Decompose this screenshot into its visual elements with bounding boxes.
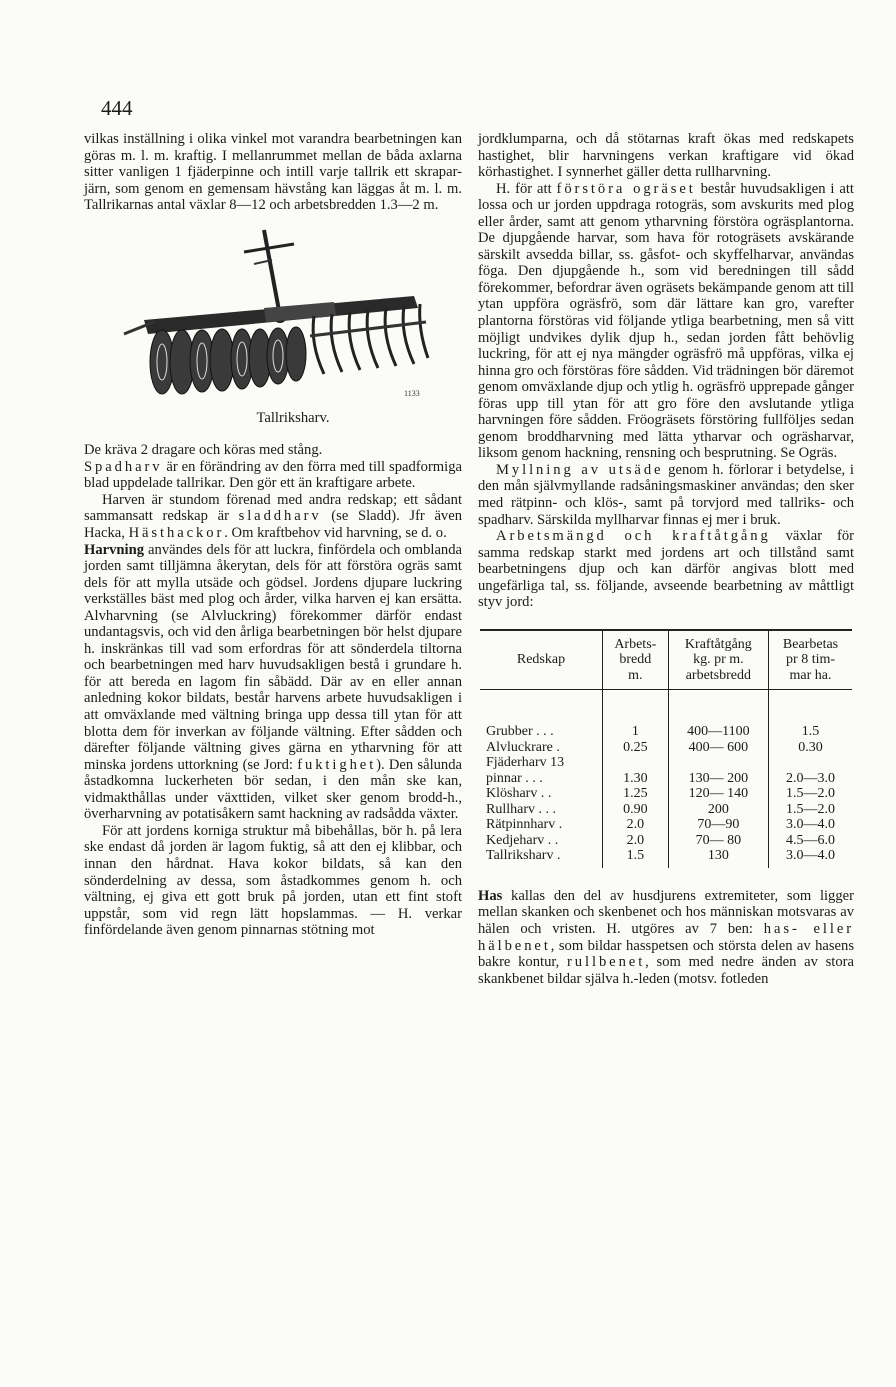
table-cell: 1.5—2.0	[769, 802, 852, 818]
term: Arbetsmängd och kraftåtgång	[496, 528, 771, 545]
table-cell: 70—90	[668, 817, 768, 833]
paragraph	[84, 459, 462, 492]
text: består huvudsakligen i att lossa och ur jorden uppdraga rotogräs, som avskurits med plog eller årder, samt att genom ytharvning förstöra ogräsplantorna. De djupgående harvar, som hava för rotogräsets avskärande särskilt avsedda billar, ss. gåsfot- och skyffelharvar, användas föga. Den djupgående h., som vid beredningen till sådd förekommer, befordrar även ogräsets bekämpande genom att till ytan uppföra ogräsfrö, som där lättare kan gro, varefter plantorna förstöras vid följande ytliga bearbetning, men så vitt möjligt undvikes dylik djup h., sedan jorden fått behövlig luckring, för att ej nya mängder ogräsfrö må uppföras, vilka ej hinna gro och förstöras före sådden. Vid trädningen bör däremot genom omväxlande djup och ytlig h. ogräsfrö upprepade gånger föras upp till ytan för att gro före den avslutande ytliga harvningen före sådden. Fröogräsets förstöring fullföljes sedan genom broddharvning med lätta ytharvar och ogräsharvar, liksom genom hackning, rensning och besprutning. Se Ogräs.	[478, 180, 854, 462]
tallriksharv-illustration	[114, 224, 444, 406]
term: rullbenet	[567, 954, 646, 971]
term: sladdharv	[238, 508, 322, 525]
term: Myllning av utsäde	[496, 461, 664, 478]
table-header: Redskap	[480, 630, 602, 690]
paragraph	[478, 181, 854, 462]
table-cell: 2.0—3.0	[769, 771, 852, 787]
text: (se Sladd). Jfr även Hacka,	[84, 508, 462, 542]
table-cell: 200	[668, 802, 768, 818]
table-cell: 1.5	[602, 848, 668, 868]
table-cell: Grubber . . .	[486, 724, 554, 740]
table-cell: 1.5	[769, 690, 852, 740]
paragraph	[478, 528, 854, 611]
right-column	[478, 131, 854, 987]
table-row	[480, 802, 852, 818]
table-cell	[668, 755, 768, 771]
table-cell: 1.30	[602, 771, 668, 787]
table-cell: 2.0	[602, 833, 668, 849]
table-row	[480, 848, 852, 868]
harrow-drawing	[114, 224, 444, 406]
text: växlar för samma redskap starkt med jordens art och tillstånd samt bearbetningens djup och kan därför angivas blott med ungefärliga tal, ss. följande, avseende bearbetning av måttligt styv jord:	[478, 528, 854, 611]
table-cell: 1.5—2.0	[769, 786, 852, 802]
text: ). Den sålunda åstadkomna luckerheten bör sedan, i den mån ske kan, vidmakthållas under växttiden, vilket sker genom brodd-h., överharvning av potatisåkern samt hackning av radsådda växter.	[84, 756, 462, 823]
table-cell: 4.5—6.0	[769, 833, 852, 849]
page-number: 444	[101, 96, 133, 120]
table-header: Kraftåtgång kg. pr m. arbetsbredd	[668, 630, 768, 690]
table-cell: 400— 600	[668, 740, 768, 756]
table-row	[480, 690, 852, 740]
paragraph: De kräva 2 dragare och köras med stång.	[84, 442, 323, 459]
text: är en förändring av den förra med till spadformiga blad uppdelade tallrikar. Den gör ett än kraftigare arbete.	[84, 458, 462, 492]
table-cell: pinnar . . .	[486, 770, 543, 786]
headword: Has	[478, 887, 503, 904]
table-header: Bearbetas pr 8 tim- mar ha.	[769, 630, 852, 690]
table-cell	[602, 755, 668, 771]
term: Hästhackor	[128, 525, 225, 542]
table-header: Arbets- bredd m.	[602, 630, 668, 690]
figure-caption: Tallriksharv.	[256, 409, 330, 426]
paragraph	[84, 492, 462, 542]
table-row	[480, 755, 852, 771]
term: Spadharv	[84, 458, 163, 475]
table-cell: 0.25	[602, 740, 668, 756]
table-cell: 0.30	[769, 740, 852, 756]
table-cell: Rullharv . . .	[486, 801, 556, 817]
left-column	[84, 131, 462, 939]
term: förstöra ogräset	[556, 180, 696, 197]
table-cell: 120— 140	[668, 786, 768, 802]
table-cell: 70— 80	[668, 833, 768, 849]
figure-number: 1133	[404, 388, 420, 398]
table-cell: 3.0—4.0	[769, 848, 852, 868]
table-cell: 2.0	[602, 817, 668, 833]
headword: Harvning	[84, 541, 145, 558]
table-cell: 130— 200	[668, 771, 768, 787]
table-row	[480, 786, 852, 802]
table-cell: Tallriksharv .	[486, 848, 561, 864]
table-cell: 0.90	[602, 802, 668, 818]
text: genom h. förlorar i betydelse, i den mån självmyllande radsåningsmaskiner användas; den sker med rätpinn- och klös-, samt på torvjord med tallriks- och spadharv. Särskilda myllharvar finnas ej mer i bruk.	[478, 461, 854, 528]
text: , som bildar hasspetsen och största delen av hasens bakre kontur,	[478, 937, 854, 971]
table-cell: Alvluckrare .	[486, 739, 560, 755]
table-header-row	[480, 630, 852, 690]
table-cell	[769, 755, 852, 771]
table-cell: 400—1100	[668, 690, 768, 740]
table-cell: Kedjeharv . .	[486, 832, 559, 848]
term: has- eller hälbenet	[478, 920, 854, 954]
text: H. för att	[496, 180, 557, 197]
text: . Om kraftbehov vid harvning, se d. o.	[224, 525, 447, 542]
table-cell: 3.0—4.0	[769, 817, 852, 833]
term: fuktighet	[297, 756, 377, 773]
text: användes dels för att luckra, finfördela och omblanda jorden samt tilljämna åkerytan, dels för att förstöra ogräs samt dels för att mylla utsäde och gödsel. Jordens djupare luckring verkställes bäst med plog och årder, vilka harven ej kan ersätta. Alvharvning (se Alvluckring) förekommer därför endast undantagsvis, och vid den årliga bearbetningen bör helst djupare h. inskränkas till vad som erfordras för att sönderdela tiltorna och bearbetningen med harv huvudsakligen bestå i grundare h. för att bereda en lagom fin såbädd. Där av en eller annan anledning kokor bildats, består harvens arbete huvudsakligen i att omväxlande med vältning bringa upp dessa till ytan för att blotta dem för inverkan av följande vältning. Efter sådden och därefter följande vältning gives gärna en ytharvning för att minska jordens uttorkning (se Jord:	[84, 541, 462, 773]
table-cell: 1	[602, 690, 668, 740]
paragraph	[478, 888, 854, 987]
table-cell: 1.25	[602, 786, 668, 802]
table-cell: Rätpinnharv .	[486, 817, 563, 833]
table-row	[480, 740, 852, 756]
table-cell: Klösharv . .	[486, 786, 552, 802]
table-cell: Fjäderharv 13	[486, 755, 565, 771]
text: kallas den del av husdjurens extremiteter, som ligger mellan skanken och skenbenet och hos människan motsvaras av hälen och vristen. H. utgöres av 7 ben:	[478, 887, 854, 937]
text: , som med nedre änden av stora skankbenet bildar själva h.-leden (motsv. fotleden	[478, 954, 854, 987]
table-row	[480, 833, 852, 849]
text: Harven är stundom förenad med andra redskap; ett sådant sammansatt redskap är	[84, 491, 462, 525]
paragraph: För att jordens korniga struktur må bibehållas, bör h. på lera ske endast då jorden är lagom fuktig, så att den ej klibbar, och innan den hårdnat. Hava kokor bildats, så kan den sönderdelning av dessa, som åstadkommes genom h. och vältning, ej giva ett gott bruk på jorden, utan ett fint stoft uppstår, som vid regn lätt hopslammas. — H. verkar finfördelande även genom pinnarnas stötning mot	[84, 822, 462, 939]
harrow-table	[480, 629, 852, 868]
paragraph	[84, 542, 462, 823]
paragraph: vilkas inställning i olika vinkel mot varandra bearbetningen kan göras m. l. m. kraftig. I mellanrummet mellan de båda axlarna sitter vanligen 1 fjäderpinne och intill varje tallrik ett skrapar-järn, som genom en gemensam hävstång kan läggas åt m. l. m. Tallrikarnas antal växlar 8—12 och arbetsbredden 1.3—2 m.	[84, 131, 462, 214]
paragraph: jordklumparna, och då stötarnas kraft ökas med redskapets hastighet, blir harvningens verkan kraftigare vid ökad körhastighet. I synnerhet gäller detta rullharvning.	[478, 131, 854, 181]
table-cell: 130	[668, 848, 768, 868]
table-row	[480, 817, 852, 833]
table-row	[480, 771, 852, 787]
paragraph	[478, 462, 854, 528]
